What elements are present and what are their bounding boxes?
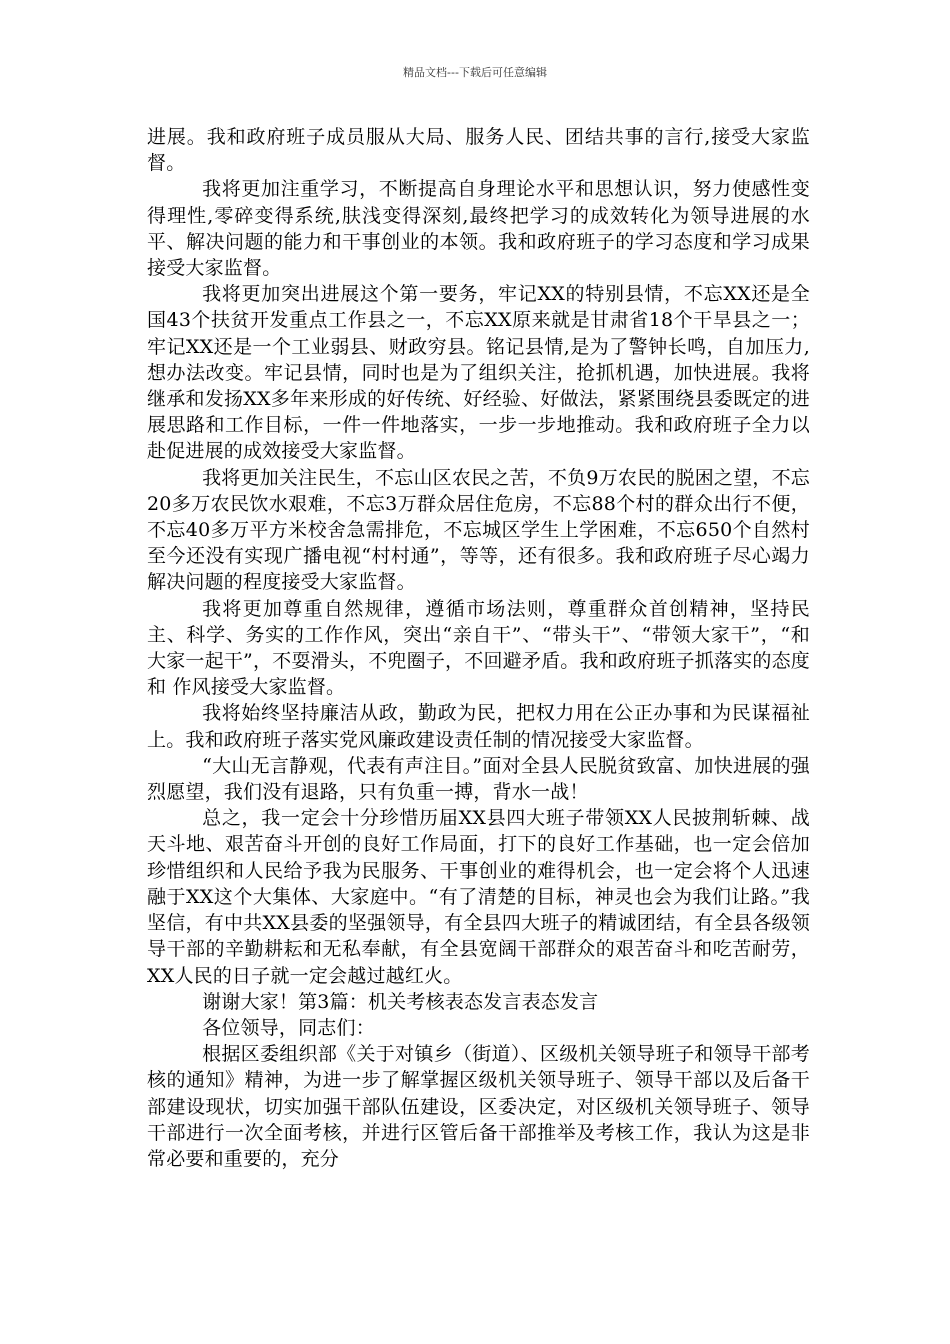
paragraph: 我将始终坚持廉洁从政，勤政为民，把权力用在公正办事和为民谋福祉上。我和政府班子落实党风廉政建设责任制的情况接受大家监督。 bbox=[147, 702, 810, 751]
paragraph: 各位领导，同志们： bbox=[202, 1016, 375, 1039]
paragraph: 进展。我和政府班子成员服从大局、服务人民、团结共事的言行,接受大家监督。 bbox=[147, 126, 810, 175]
page-header: 精品文档---下载后可任意编辑 bbox=[403, 66, 547, 79]
paragraph: 总之，我一定会十分珍惜历届XX县四大班子带领XX人民披荆斩棘、战天斗地、艰苦奋斗开创的良好工作局面，打下的良好工作基础，也一定会倍加珍惜组织和人民给予我为民服务、干事创业的难得机会，也一定会将个人迅速融于XX这个大集体、大家庭中。“有了清楚的目标，神灵也会为我们让路。”我坚信，有中共XX县委的坚强领导，有全县四大班子的精诚团结，有全县各级领导干部的辛勤耕耘和无私奉献，有全县宽阔干部群众的艰苦奋斗和吃苦耐劳，XX人民的日子就一定会越过越红火。 bbox=[147, 807, 810, 987]
paragraph: 根据区委组织部《关于对镇乡（街道）、区级机关领导班子和领导干部考核的通知》精神，为进一步了解掌握区级机关领导班子、领导干部以及后备干部建设现状，切实加强干部队伍建设，区委决定，对区级机关领导班子、领导干部进行一次全面考核，并进行区管后备干部推举及考核工作，我认为这是非常必要和重要的，充分 bbox=[147, 1043, 810, 1170]
paragraph: 我将更加突出进展这个第一要务，牢记XX的特别县情，不忘XX还是全国43个扶贫开发重点工作县之一，不忘XX原来就是甘肃省18个干旱县之一；牢记XX还是一个工业弱县、财政穷县。铭记县情,是为了警钟长鸣，自加压力,想办法改变。牢记县情，同时也是为了组织关注，抢抓机遇，加快进展。我将继承和发扬XX多年来形成的好传统、好经验、好做法，紧紧围绕县委既定的进展思路和工作目标，一件一件地落实，一步一步地推动。我和政府班子全力以赴促进展的成效接受大家监督。 bbox=[147, 283, 810, 463]
document-body bbox=[147, 124, 810, 1172]
paragraph: 我将更加尊重自然规律，遵循市场法则，尊重群众首创精神，坚持民主、科学、务实的工作作风，突出“亲自干”、“带头干”、“带领大家干”，“和大家一起干”，不耍滑头，不兜圈子，不回避矛盾。我和政府班子抓落实的态度和 作风接受大家监督。 bbox=[147, 597, 810, 699]
paragraph: 我将更加关注民生，不忘山区农民之苦，不负9万农民的脱困之望，不忘20多万农民饮水艰难，不忘3万群众居住危房，不忘88个村的群众出行不便，不忘40多万平方米校舍急需排危，不忘城区学生上学困难，不忘650个自然村至今还没有实现广播电视“村村通”，等等，还有很多。我和政府班子尽心竭力解决问题的程度接受大家监督。 bbox=[147, 466, 810, 594]
paragraph: “大山无言静观，代表有声注目。”面对全县人民脱贫致富、加快进展的强烈愿望，我们没有退路，只有负重一搏，背水一战！ bbox=[147, 754, 810, 804]
paragraph: 我将更加注重学习，不断提高自身理论水平和思想认识，努力使感性变得理性,零碎变得系统,肤浅变得深刻,最终把学习的成效转化为领导进展的水平、解决问题的能力和干事创业的本领。我和政府班子的学习态度和学习成果接受大家监督。 bbox=[147, 178, 810, 280]
paragraph: 谢谢大家！第3篇：机关考核表态发言表态发言 bbox=[202, 990, 599, 1013]
